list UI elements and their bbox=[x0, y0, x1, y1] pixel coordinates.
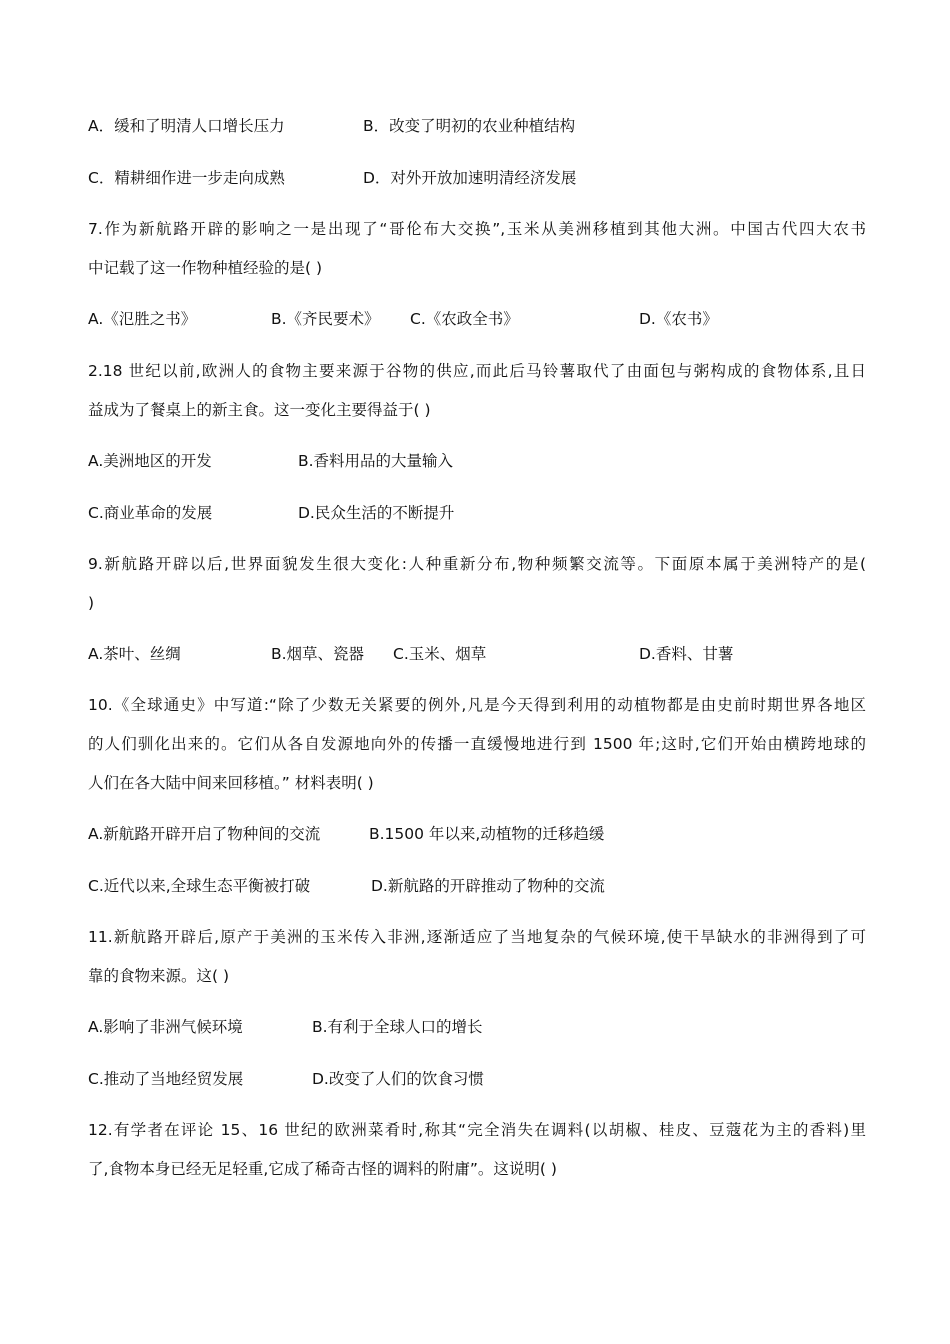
q2-option-c: C.商业革命的发展 bbox=[88, 504, 213, 522]
q2-text-line: 2.18 世纪以前,欧洲人的食物主要来源于谷物的供应,而此后马铃薯取代了由面包与粥构成的食物体系,且日 bbox=[88, 362, 866, 380]
q2-text-line: 益成为了餐桌上的新主食。这一变化主要得益于( ) bbox=[88, 401, 431, 419]
q11-option-b: B.有利于全球人口的增长 bbox=[312, 1018, 483, 1036]
q7-text-line: 7.作为新航路开辟的影响之一是出现了“哥伦布大交换”,玉米从美洲移植到其他大洲。中国古代四大农书 bbox=[88, 220, 866, 238]
q10-text-line: 10.《全球通史》中写道:“除了少数无关紧要的例外,凡是今天得到利用的动植物都是由史前时期世界各地区 bbox=[88, 696, 866, 714]
q9-option-d: D.香料、甘薯 bbox=[639, 645, 734, 663]
q7-option-a: A.《氾胜之书》 bbox=[88, 310, 197, 328]
q11-option-c: C.推动了当地经贸发展 bbox=[88, 1070, 244, 1088]
q10-option-a: A.新航路开辟开启了物种间的交流 bbox=[88, 825, 321, 843]
q7-text-line: 中记载了这一作物种植经验的是( ) bbox=[88, 259, 323, 277]
q9-option-a: A.茶叶、丝绸 bbox=[88, 645, 181, 663]
q2-option-b: B.香料用品的大量输入 bbox=[298, 452, 454, 470]
q11-text-line: 靠的食物来源。这( ) bbox=[88, 967, 230, 985]
q6-option-b: B．改变了明初的农业种植结构 bbox=[363, 117, 576, 135]
q9-option-c: C.玉米、烟草 bbox=[393, 645, 487, 663]
q10-text-line: 的人们驯化出来的。它们从各自发源地向外的传播一直缓慢地进行到 1500 年;这时,它们开始由横跨地球的 bbox=[88, 735, 866, 753]
q9-text-line: 9.新航路开辟以后,世界面貌发生很大变化:人种重新分布,物种频繁交流等。下面原本属于美洲特产的是( bbox=[88, 555, 866, 573]
q6-option-d: D．对外开放加速明清经济发展 bbox=[363, 169, 577, 187]
q7-option-d: D.《农书》 bbox=[639, 310, 718, 328]
q6-option-c: C．精耕细作进一步走向成熟 bbox=[88, 169, 285, 187]
q9-text-line: ) bbox=[88, 594, 95, 612]
q12-text-line: 了,食物本身已经无足轻重,它成了稀奇古怪的调料的附庸”。这说明( ) bbox=[88, 1160, 557, 1178]
q12-text-line: 12.有学者在评论 15、16 世纪的欧洲菜肴时,称其“完全消失在调料(以胡椒、桂皮、豆蔻花为主的香料)里 bbox=[88, 1121, 866, 1139]
q7-option-c: C.《农政全书》 bbox=[410, 310, 519, 328]
q7-option-b: B.《齐民要术》 bbox=[271, 310, 380, 328]
q2-option-d: D.民众生活的不断提升 bbox=[298, 504, 455, 522]
q11-option-d: D.改变了人们的饮食习惯 bbox=[312, 1070, 484, 1088]
q10-text-line: 人们在各大陆中间来回移植。” 材料表明( ) bbox=[88, 774, 374, 792]
q2-option-a: A.美洲地区的开发 bbox=[88, 452, 212, 470]
q10-option-d: D.新航路的开辟推动了物种的交流 bbox=[371, 877, 605, 895]
q10-option-b: B.1500 年以来,动植物的迁移趋缓 bbox=[369, 825, 605, 843]
q10-option-c: C.近代以来,全球生态平衡被打破 bbox=[88, 877, 311, 895]
q11-option-a: A.影响了非洲气候环境 bbox=[88, 1018, 243, 1036]
q9-option-b: B.烟草、瓷器 bbox=[271, 645, 365, 663]
q11-text-line: 11.新航路开辟后,原产于美洲的玉米传入非洲,逐渐适应了当地复杂的气候环境,使干旱缺水的非洲得到了可 bbox=[88, 928, 866, 946]
q6-option-a: A．缓和了明清人口增长压力 bbox=[88, 117, 285, 135]
